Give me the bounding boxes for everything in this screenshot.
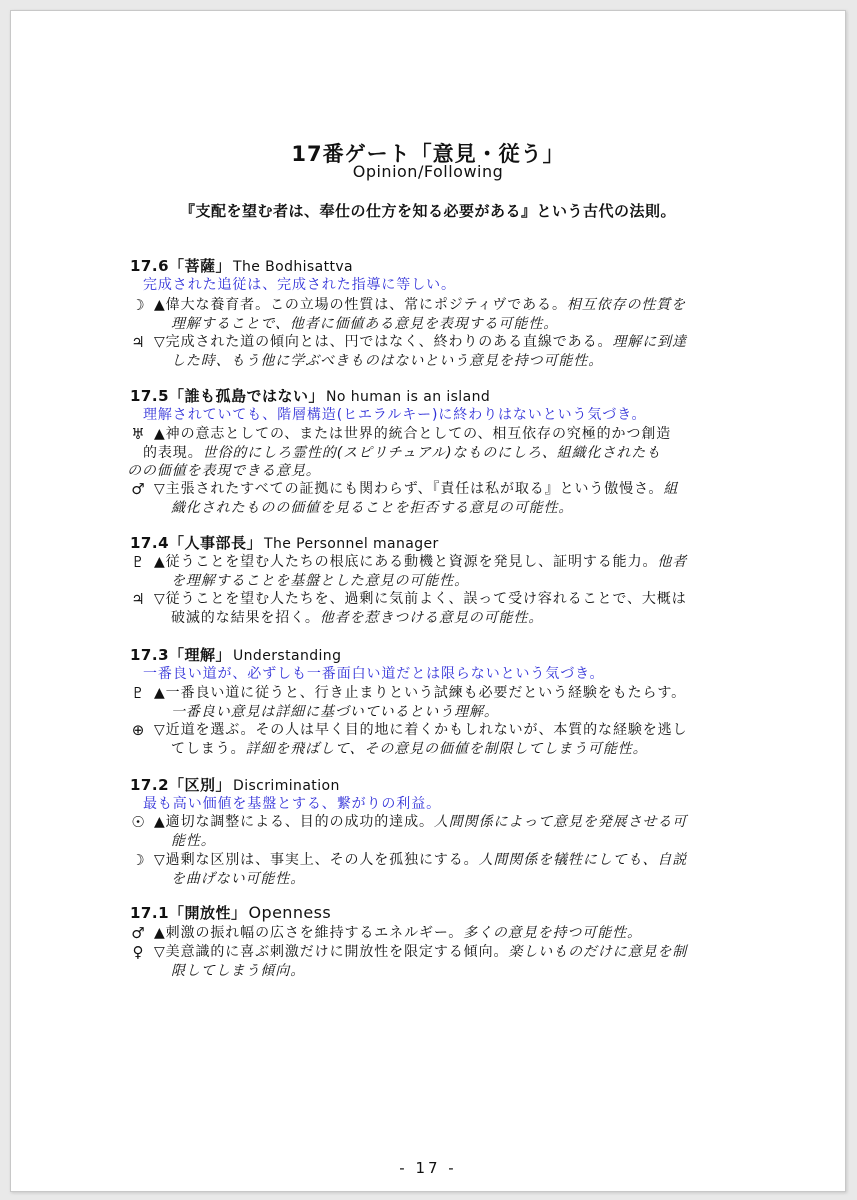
line-heading-en: The Personnel manager bbox=[264, 536, 439, 552]
venus-icon: ♀ bbox=[132, 943, 144, 961]
line-heading bbox=[130, 775, 340, 796]
detriment-text-cont: を曲げない可能性。 bbox=[171, 871, 306, 887]
detriment-text: ▽近道を選ぶ。その人は早く目的地に着くかもしれないが、本質的な経験を逃し bbox=[154, 722, 688, 738]
detriment-text-cont: 織化されたものの価値を見ることを拒否する意見の可能性。 bbox=[171, 500, 574, 516]
line-summary: 最も高い価値を基盤とする、繋がりの利益。 bbox=[143, 796, 441, 812]
detriment-text-cont: 破滅的な結果を招く。他者を惹きつける意見の可能性。 bbox=[171, 610, 544, 626]
exalted-text: ▲一番良い道に従うと、行き止まりという試練も必要だという経験をもたらす。 bbox=[154, 685, 687, 701]
detriment-text-cont: てしまう。詳細を飛ばして、その意見の価値を制限してしまう可能性。 bbox=[171, 741, 648, 757]
pluto-icon: ♇ bbox=[131, 684, 145, 702]
document-page bbox=[10, 10, 846, 1192]
line-heading bbox=[130, 645, 341, 666]
line-heading-en: Understanding bbox=[233, 648, 342, 664]
jupiter-icon: ♃ bbox=[131, 590, 145, 608]
line-heading-jp: 17.4「人事部長」 bbox=[130, 534, 263, 552]
pluto-icon: ♇ bbox=[131, 553, 145, 571]
detriment-text-cont: した時、もう他に学ぶべきものはないという意見を持つ可能性。 bbox=[171, 353, 604, 369]
line-heading-jp: 17.3「理解」 bbox=[130, 646, 232, 664]
exalted-text: ▲従うことを望む人たちの根底にある動機と資源を発見し、証明する能力。他者 bbox=[154, 554, 688, 570]
detriment-text: ▽従うことを望む人たちを、過剰に気前よく、誤って受け容れることで、大概は bbox=[154, 591, 687, 607]
line-heading-jp: 17.2「区別」 bbox=[130, 776, 232, 794]
line-heading-jp: 17.1「開放性」 bbox=[130, 904, 247, 922]
moon-icon: ☽ bbox=[131, 851, 145, 869]
line-heading bbox=[130, 386, 490, 407]
exalted-text-cont2: のの価値を表現できる意見。 bbox=[127, 463, 321, 479]
line-summary: 完成された追従は、完成された指導に等しい。 bbox=[143, 277, 456, 293]
sun-icon: ☉ bbox=[131, 813, 145, 831]
line-heading-en: The Bodhisattva bbox=[233, 259, 354, 275]
page-number: - 17 - bbox=[399, 1159, 457, 1177]
exalted-text-cont: 一番良い意見は詳細に基づいているという理解。 bbox=[171, 704, 499, 720]
line-summary: 一番良い道が、必ずしも一番面白い道だとは限らないという気づき。 bbox=[143, 666, 605, 682]
detriment-text: ▽完成された道の傾向とは、円ではなく、終わりのある直線である。理解に到達 bbox=[154, 334, 687, 350]
exalted-text-cont: を理解することを基盤とした意見の可能性。 bbox=[171, 573, 469, 589]
exalted-text: ▲刺激の振れ幅の広さを維持するエネルギー。多くの意見を持つ可能性。 bbox=[154, 925, 642, 941]
exalted-text: ▲神の意志としての、または世界的統合としての、相互依存の究極的かつ創造 bbox=[154, 426, 672, 442]
gate-title: 17番ゲート「意見・従う」 bbox=[291, 142, 565, 166]
exalted-text-cont: 理解することで、他者に価値ある意見を表現する可能性。 bbox=[171, 316, 559, 332]
exalted-text-cont: 的表現。世俗的にしろ霊性的(スピリチュアル)なものにしろ、組織化されたも bbox=[143, 445, 662, 461]
detriment-text: ▽主張されたすべての証拠にも関わらず、『責任は私が取る』という傲慢さ。組 bbox=[154, 481, 679, 497]
moon-icon: ☽ bbox=[131, 296, 145, 314]
line-heading bbox=[130, 533, 439, 554]
detriment-text: ▽過剰な区別は、事実上、その人を孤独にする。人間関係を犠牲にしても、自説 bbox=[154, 852, 688, 868]
line-summary: 理解されていても、階層構造(ヒエラルキー)に終わりはないという気づき。 bbox=[143, 407, 647, 423]
line-heading-en: Discrimination bbox=[233, 778, 340, 794]
gate-motto: 『支配を望む者は、奉仕の仕方を知る必要がある』という古代の法則。 bbox=[179, 202, 676, 220]
gate-subtitle: Opinion/Following bbox=[352, 162, 504, 181]
detriment-text: ▽美意識的に喜ぶ刺激だけに開放性を限定する傾向。楽しいものだけに意見を制 bbox=[154, 944, 688, 960]
mars-icon: ♂ bbox=[131, 924, 145, 942]
exalted-text-cont: 能性。 bbox=[171, 833, 216, 849]
line-heading-jp: 17.6「菩薩」 bbox=[130, 257, 232, 275]
detriment-text-cont: 限してしまう傾向。 bbox=[171, 963, 306, 979]
jupiter-icon: ♃ bbox=[131, 333, 145, 351]
line-heading-en: Openness bbox=[248, 903, 332, 922]
exalted-text: ▲偉大な養育者。この立場の性質は、常にポジティヴである。相互依存の性質を bbox=[154, 297, 687, 313]
line-heading bbox=[130, 903, 331, 923]
line-heading-en: No human is an island bbox=[326, 389, 491, 405]
line-heading bbox=[130, 256, 353, 277]
mars-icon: ♂ bbox=[131, 480, 145, 498]
line-heading-jp: 17.5「誰も孤島ではない」 bbox=[130, 387, 325, 405]
exalted-text: ▲適切な調整による、目的の成功的達成。人間関係によって意見を発展させる可 bbox=[154, 814, 688, 830]
earth-icon: ⊕ bbox=[131, 721, 145, 739]
uranus-icon: ♅ bbox=[131, 425, 145, 443]
